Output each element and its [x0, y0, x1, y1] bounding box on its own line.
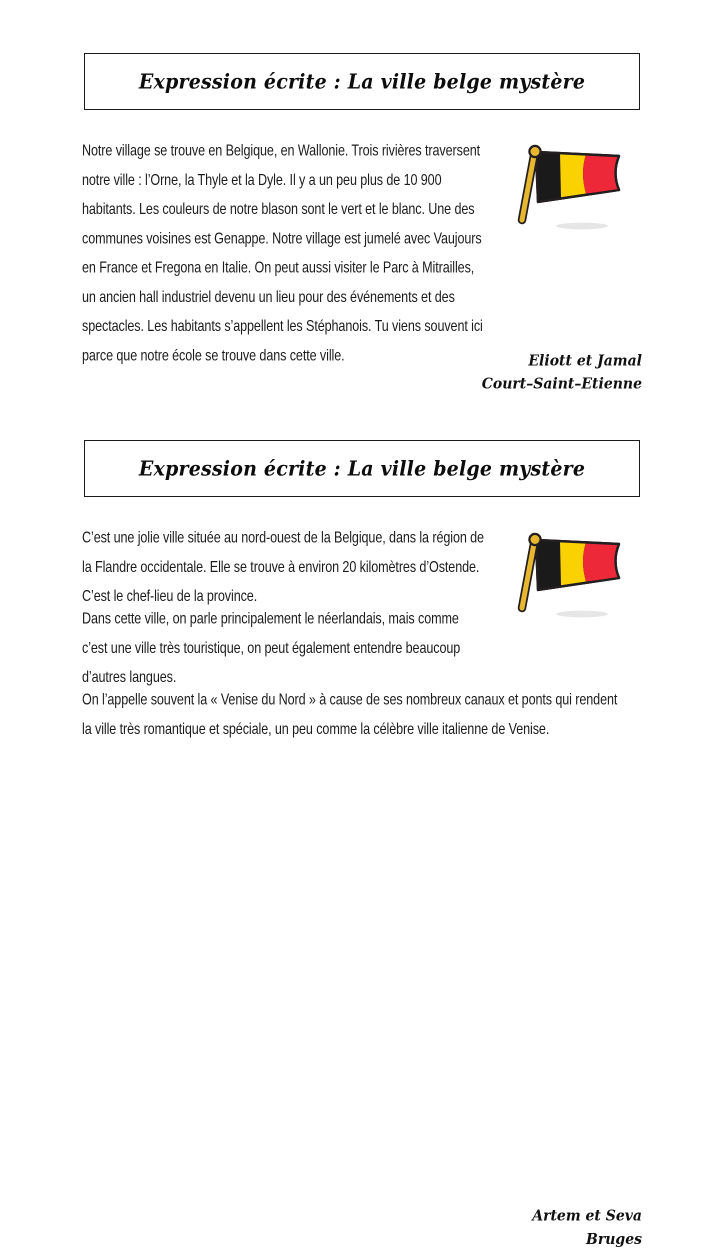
- signature-city: Bruges: [586, 1231, 642, 1248]
- signature-block: [482, 350, 642, 396]
- paragraph: Dans cette ville, on parle principalement le néerlandais, mais comme c’est une ville très touristique, on peut également entendre beaucoup d’autres langues.: [82, 610, 461, 686]
- signature-authors: Artem et Seva: [532, 1208, 642, 1225]
- worksheet-section: [0, 440, 724, 1248]
- title-box: [84, 53, 640, 110]
- worksheet-section: [0, 53, 724, 393]
- section-title: Expression écrite : La ville belge mystère: [138, 69, 586, 94]
- paragraph: C’est une jolie ville située au nord-ouest de la Belgique, dans la région de la Flandre occidentale. Elle se trouve à environ 20 kilomètres d’Ostende. C’est le chef-lieu de la province.: [82, 529, 484, 605]
- signature-authors: Eliott et Jamal: [528, 353, 642, 370]
- title-box: [84, 440, 640, 497]
- signature-block: [532, 1205, 642, 1251]
- paragraph: Notre village se trouve en Belgique, en Wallonie. Trois rivières traversent notre ville : l’Orne, la Thyle et la Dyle. Il y a un peu plus de 10 900 habitants. Les couleurs de notre blason sont le vert et le blanc. Une des communes voisines est Genappe. Notre village est jumelé avec Vaujours en France et Fregona en Italie. On peut aussi visiter le Parc à Mitrailles, un ancien hall industriel devenu un lieu pour des événements et des spectacles. Les habitants s’appellent les Stéphanois. Tu viens souvent ici parce que notre école se trouve dans cette ville.: [82, 142, 483, 365]
- signature-city: Court–Saint–Etienne: [481, 376, 642, 393]
- section-title: Expression écrite : La ville belge mystère: [138, 456, 586, 481]
- paragraph: On l’appelle souvent la « Venise du Nord » à cause de ses nombreux canaux et ponts qui rendent la ville très romantique et spéciale, un peu comme la célèbre ville italienne de Venise.: [82, 691, 618, 738]
- body-text-area: [0, 523, 724, 738]
